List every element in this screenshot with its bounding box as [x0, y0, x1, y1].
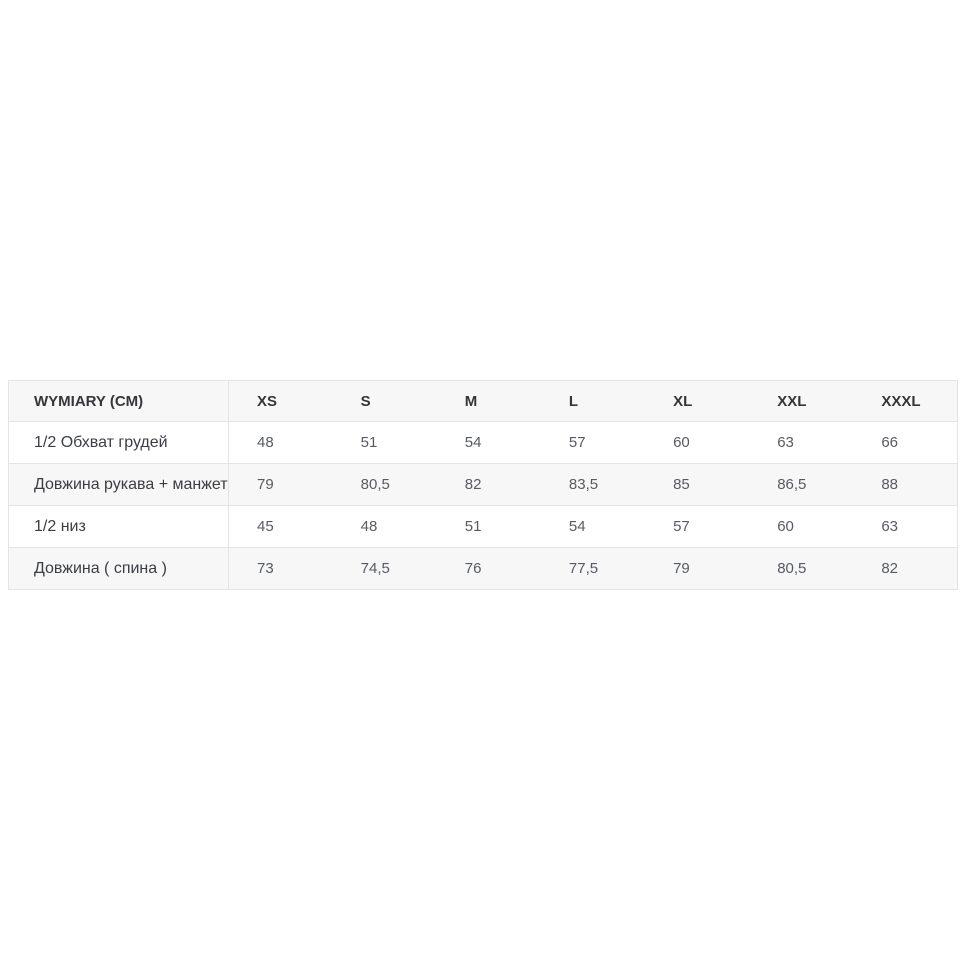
cell-value: 80,5 [360, 476, 390, 493]
cell-value: 57 [673, 518, 690, 535]
row-label: 1/2 низ [9, 506, 229, 548]
size-header-s: S [333, 381, 437, 422]
cell-value: 82 [464, 476, 482, 493]
cell-value: 76 [464, 560, 482, 577]
cell-value: 79 [257, 476, 274, 493]
size-header-xxl: XXL [749, 381, 853, 422]
cell-value: 48 [257, 434, 274, 451]
cell-value: 54 [464, 434, 482, 451]
measurements-header: WYMIARY (CM) [9, 381, 229, 422]
size-header-xxxl: XXXL [853, 381, 957, 422]
cell-value: 48 [360, 518, 378, 535]
size-header-xl: XL [645, 381, 749, 422]
cell-value: 54 [568, 518, 586, 535]
cell-value: 60 [673, 434, 690, 451]
table-row-chest [9, 422, 958, 464]
row-label: 1/2 Обхват грудей [9, 422, 229, 464]
table-row-back-length [9, 548, 958, 590]
size-header-l: L [541, 381, 645, 422]
cell-value: 83,5 [568, 476, 599, 493]
row-label: Довжина ( спина ) [9, 548, 229, 590]
cell-value: 51 [464, 518, 482, 535]
size-header-xs: XS [229, 381, 333, 422]
cell-value: 86,5 [777, 476, 807, 493]
cell-value: 85 [673, 476, 690, 493]
table-row-bottom [9, 506, 958, 548]
cell-value: 73 [257, 560, 274, 577]
cell-value: 60 [777, 518, 794, 535]
cell-value: 80,5 [777, 560, 807, 577]
size-chart-table [8, 380, 958, 590]
cell-value: 88 [881, 476, 899, 493]
cell-value: 63 [881, 518, 899, 535]
cell-value: 66 [881, 434, 899, 451]
cell-value: 77,5 [568, 560, 599, 577]
size-header-m: M [437, 381, 541, 422]
table-row-sleeve [9, 464, 958, 506]
cell-value: 82 [881, 560, 899, 577]
cell-value: 57 [568, 434, 586, 451]
size-chart-header-row [9, 381, 958, 422]
row-label: Довжина рукава + манжет [9, 464, 229, 506]
cell-value: 79 [673, 560, 690, 577]
cell-value: 63 [777, 434, 794, 451]
cell-value: 45 [257, 518, 274, 535]
cell-value: 51 [360, 434, 378, 451]
cell-value: 74,5 [360, 560, 390, 577]
size-chart-section [8, 380, 958, 590]
